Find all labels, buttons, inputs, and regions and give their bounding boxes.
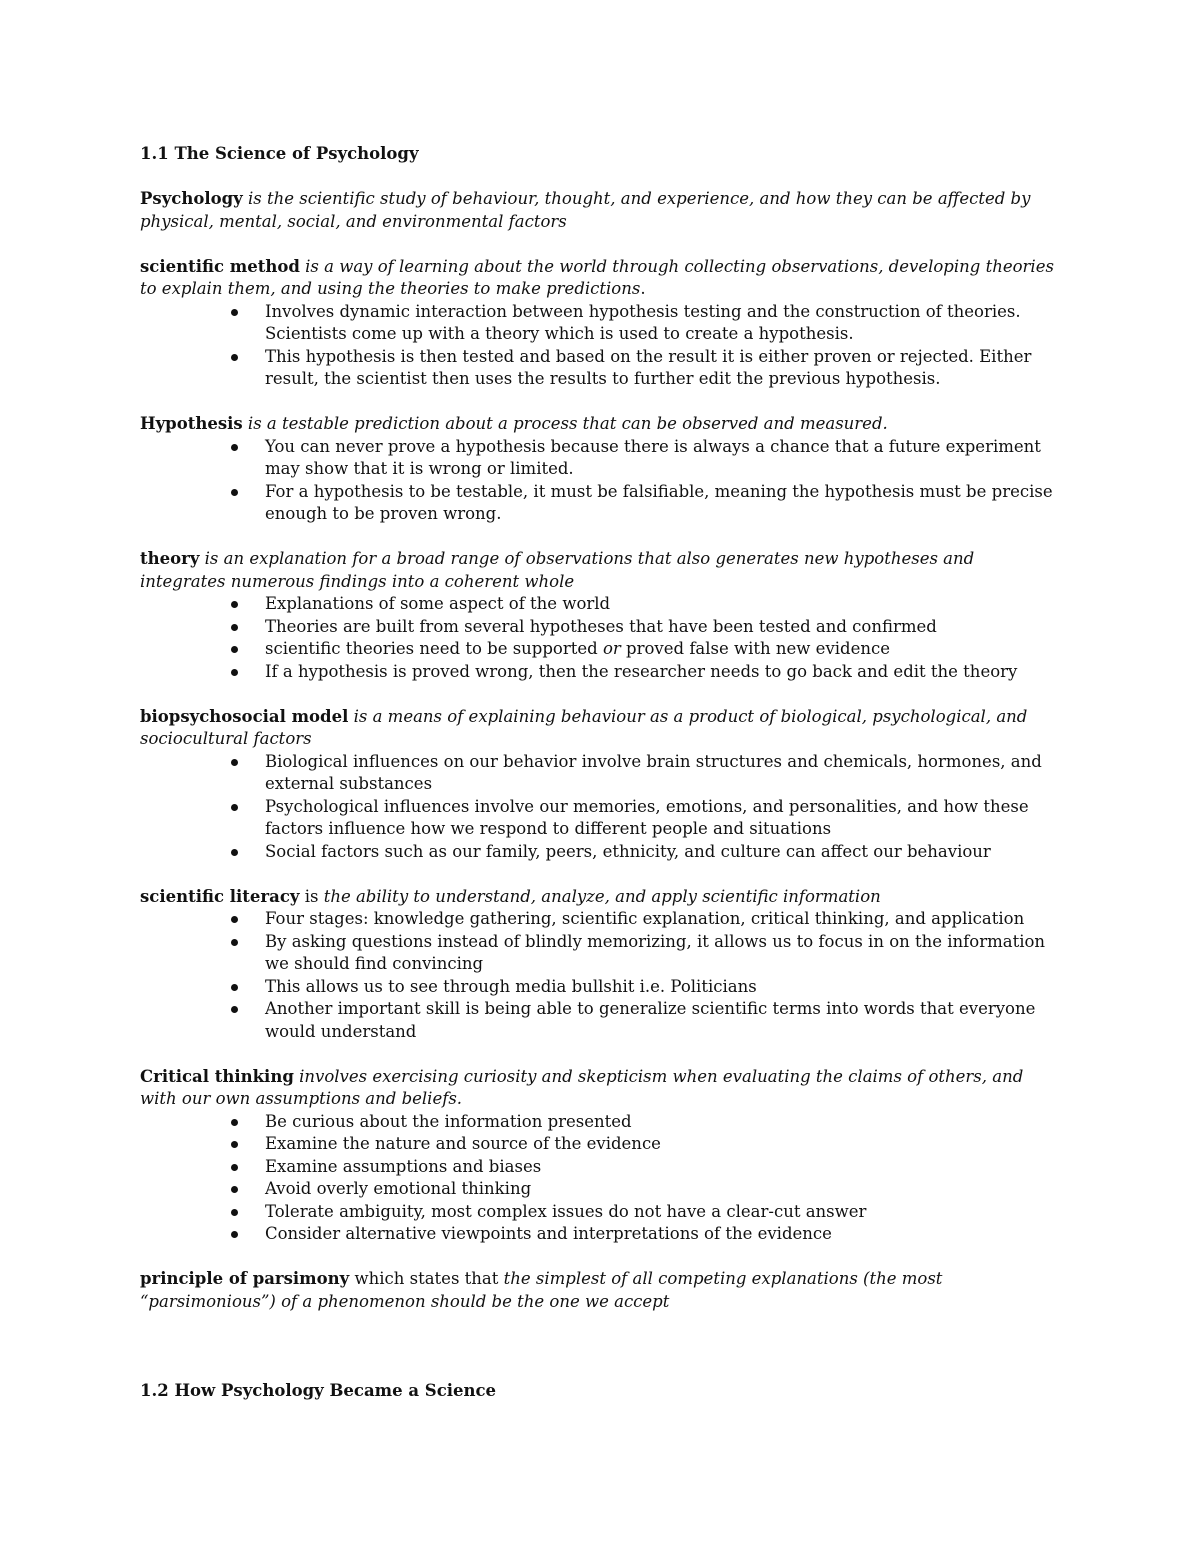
list-item-text: Be curious about the information presented	[265, 1111, 632, 1131]
term-scientific-method: scientific method	[140, 256, 300, 276]
bullet-list-hypothesis	[140, 436, 1060, 526]
definition-hypothesis	[140, 413, 1060, 436]
list-item	[265, 1133, 1060, 1156]
bullet-icon	[231, 759, 238, 766]
list-item	[265, 796, 1060, 841]
definition-connector: which states that	[349, 1269, 504, 1288]
definition-text-biopsychosocial-model: is a means of explaining behaviour as a product of biological, psychological, and sociocultural factors	[140, 706, 1028, 748]
definition-scientific-literacy	[140, 886, 1060, 909]
list-item	[265, 976, 1060, 999]
bullet-icon	[231, 646, 238, 653]
list-item	[265, 908, 1060, 931]
list-item-text: This hypothesis is then tested and based on the result it is either proven or rejected. Either result, the scientist then uses the results to further edit the previous hypothesis.	[265, 346, 1032, 388]
list-item-text: Social factors such as our family, peers, ethnicity, and culture can affect our behaviour	[265, 841, 991, 861]
bullet-list-biopsychosocial	[140, 751, 1060, 864]
term-theory: theory	[140, 549, 200, 568]
bullet-icon	[231, 1141, 238, 1148]
definition-principle-of-parsimony	[140, 1268, 1060, 1313]
list-item	[265, 1156, 1060, 1179]
list-item	[265, 841, 1060, 864]
bullet-icon	[231, 1119, 238, 1126]
bullet-icon	[231, 669, 238, 676]
list-item-text: For a hypothesis to be testable, it must be falsifiable, meaning the hypothesis must be precise enough to be proven wrong.	[265, 481, 1053, 523]
definition-text-theory: is an explanation for a broad range of observations that also generates new hypotheses and integrates numerous findings into a coherent whole	[140, 549, 975, 591]
list-item	[265, 931, 1060, 976]
list-item	[265, 436, 1060, 481]
list-item-text: This allows us to see through media bullshit i.e. Politicians	[265, 976, 757, 996]
bullet-list-scientific-method	[140, 301, 1060, 391]
list-item-text: Four stages: knowledge gathering, scientific explanation, critical thinking, and application	[265, 909, 1025, 928]
bullet-icon	[231, 354, 238, 361]
definition-text-psychology: is the scientific study of behaviour, thought, and experience, and how they can be affected by physical, mental, social, and environmental factors	[140, 189, 1031, 231]
bullet-icon	[231, 624, 238, 631]
definition-text-scientific-method: is a way of learning about the world through collecting observations, developing theories to explain them, and using the theories to make predictions	[140, 256, 1054, 298]
term-biopsychosocial-model: biopsychosocial model	[140, 706, 349, 726]
list-item	[265, 1223, 1060, 1246]
bullet-icon	[231, 309, 238, 316]
list-item-text: Consider alternative viewpoints and interpretations of the evidence	[265, 1224, 832, 1243]
definition-theory	[140, 548, 1060, 593]
bullet-icon	[231, 489, 238, 496]
definition-connector: is	[299, 886, 324, 906]
term-psychology: Psychology	[140, 189, 243, 208]
bullet-list-theory	[140, 593, 1060, 683]
definition-period: .	[640, 279, 646, 298]
definition-psychology	[140, 188, 1060, 233]
list-item	[265, 481, 1060, 526]
list-item-text: You can never prove a hypothesis because there is always a chance that a future experiment may show that it is wrong or limited.	[265, 436, 1041, 478]
bullet-icon	[231, 1006, 238, 1013]
list-item-text: Involves dynamic interaction between hypothesis testing and the construction of theories. Scientists come up with a theory which is used to create a hypothesis.	[265, 301, 1021, 343]
list-item-text: By asking questions instead of blindly memorizing, it allows us to focus in on the information we should find convincing	[265, 931, 1046, 973]
list-item-emphasis: or	[602, 639, 621, 658]
bullet-icon	[231, 939, 238, 946]
bullet-icon	[231, 916, 238, 923]
definition-scientific-method	[140, 256, 1060, 301]
term-critical-thinking: Critical thinking	[140, 1066, 294, 1086]
list-item-text: Avoid overly emotional thinking	[265, 1179, 532, 1198]
term-scientific-literacy: scientific literacy	[140, 886, 300, 906]
bullet-list-scientific-literacy	[140, 908, 1060, 1043]
list-item	[265, 638, 1060, 661]
list-item	[265, 1111, 1060, 1134]
bullet-icon	[231, 601, 238, 608]
bullet-icon	[231, 984, 238, 991]
list-item-text: If a hypothesis is proved wrong, then the researcher needs to go back and edit the theory	[265, 661, 1018, 681]
document-page	[140, 143, 1060, 1403]
definition-text-principle-of-parsimony: the simplest of all competing explanations (the most “parsimonious”) of a phenomenon should be the one we accept	[140, 1269, 943, 1311]
bullet-icon	[231, 1209, 238, 1216]
list-item-text: Theories are built from several hypotheses that have been tested and confirmed	[265, 616, 937, 636]
list-item-text: Another important skill is being able to generalize scientific terms into words that everyone would understand	[265, 999, 1036, 1041]
definition-text-critical-thinking: involves exercising curiosity and skepticism when evaluating the claims of others, and with our own assumptions and beliefs.	[140, 1066, 1024, 1108]
term-hypothesis: Hypothesis	[140, 414, 243, 433]
list-item	[265, 346, 1060, 391]
list-item	[265, 1178, 1060, 1201]
list-item	[265, 751, 1060, 796]
definition-biopsychosocial-model	[140, 706, 1060, 751]
list-item	[265, 301, 1060, 346]
list-item-text: Psychological influences involve our memories, emotions, and personalities, and how these factors influence how we respond to different people and situations	[265, 796, 1029, 838]
bullet-icon	[231, 804, 238, 811]
bullet-icon	[231, 1164, 238, 1171]
term-principle-of-parsimony: principle of parsimony	[140, 1269, 350, 1288]
list-item	[265, 593, 1060, 616]
list-item-text: Explanations of some aspect of the world	[265, 594, 611, 613]
bullet-icon	[231, 444, 238, 451]
list-item-text: Tolerate ambiguity, most complex issues do not have a clear-cut answer	[265, 1201, 867, 1221]
section-heading-1-2: 1.2 How Psychology Became a Science	[140, 1381, 497, 1400]
list-item	[265, 616, 1060, 639]
list-item-text: proved false with new evidence	[620, 639, 891, 658]
definition-text-scientific-literacy: the ability to understand, analyze, and apply scientific information	[323, 886, 881, 906]
bullet-icon	[231, 1186, 238, 1193]
list-item-text: Examine assumptions and biases	[265, 1156, 542, 1176]
definition-critical-thinking	[140, 1066, 1060, 1111]
bullet-list-critical-thinking	[140, 1111, 1060, 1246]
list-item	[265, 998, 1060, 1043]
bullet-icon	[231, 849, 238, 856]
section-heading-1-1: 1.1 The Science of Psychology	[140, 144, 419, 163]
definition-text-hypothesis: is a testable prediction about a process that can be observed and measured.	[242, 414, 888, 433]
list-item-text: Biological influences on our behavior involve brain structures and chemicals, hormones, and external substances	[265, 751, 1042, 793]
bullet-icon	[231, 1231, 238, 1238]
list-item-text: scientific theories need to be supported	[265, 639, 603, 658]
list-item	[265, 1201, 1060, 1224]
list-item	[265, 661, 1060, 684]
list-item-text: Examine the nature and source of the evidence	[265, 1134, 661, 1153]
